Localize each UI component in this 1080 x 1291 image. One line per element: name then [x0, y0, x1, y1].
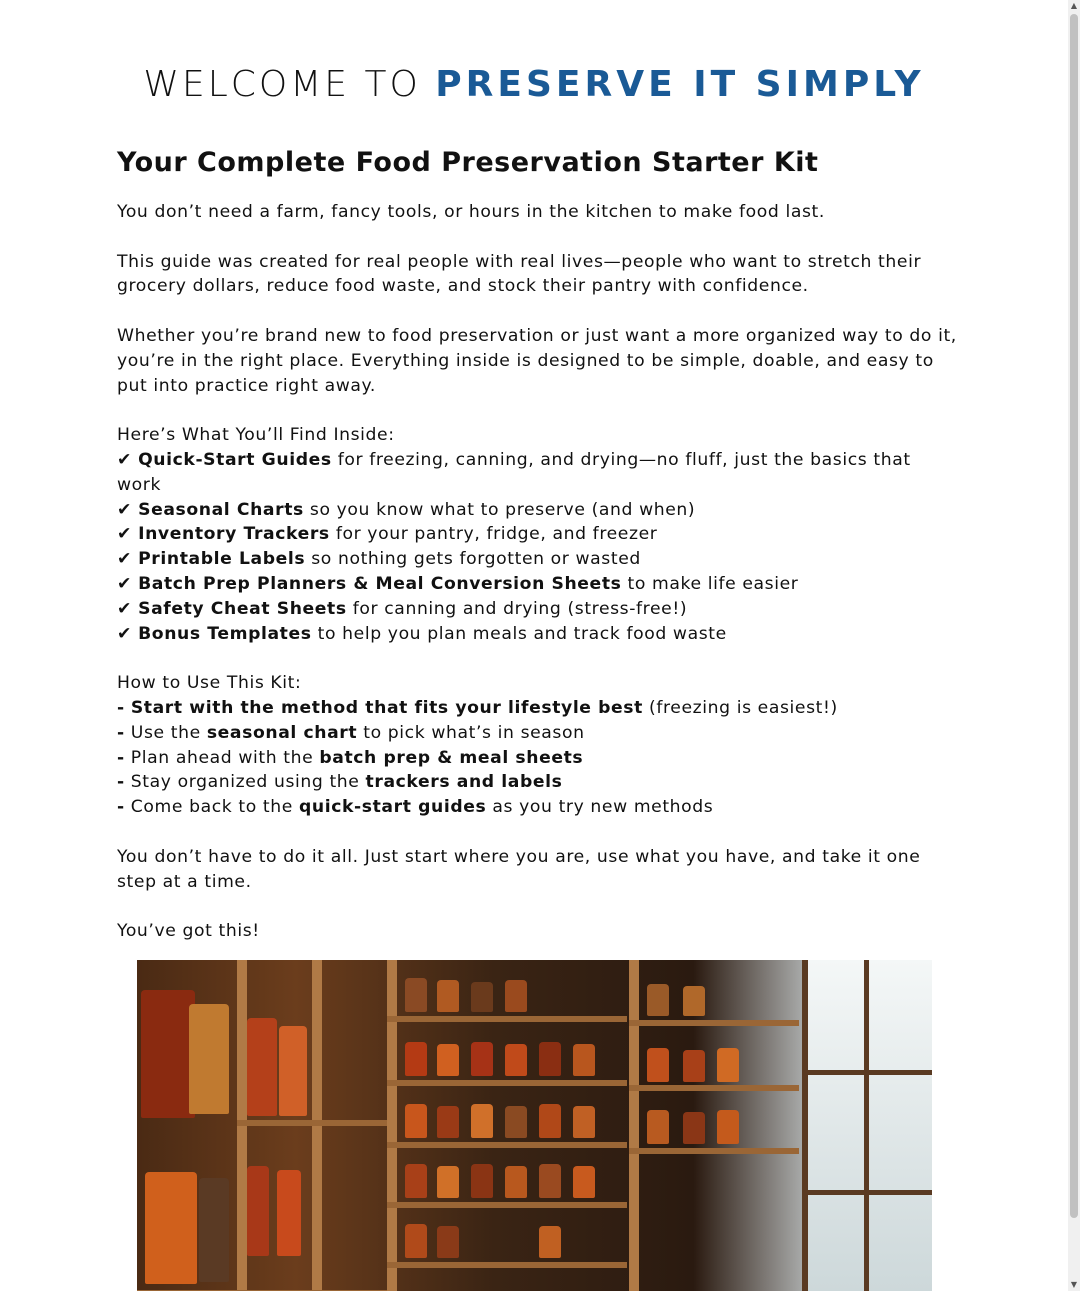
list-item — [117, 721, 957, 746]
check-icon: ✔ — [117, 499, 133, 520]
scrollbar-thumb[interactable] — [1070, 14, 1078, 1218]
item-text: for your pantry, fridge, and freezer — [329, 524, 658, 545]
window-image — [802, 960, 932, 1291]
item-text: to pick what’s in season — [357, 722, 585, 743]
item-text: for canning and drying (stress-free!) — [346, 598, 688, 619]
item-bold: Printable Labels — [138, 549, 306, 570]
how-heading: How to Use This Kit: — [117, 673, 302, 694]
item-bold: Seasonal Charts — [138, 499, 304, 520]
list-item — [117, 597, 957, 622]
closing-paragraph: You don’t have to do it all. Just start where you are, use what you have, and take it one step at a time. — [117, 846, 921, 892]
item-bold: seasonal chart — [206, 722, 358, 743]
list-item — [117, 522, 957, 547]
vertical-scrollbar[interactable] — [1068, 0, 1080, 1291]
check-icon: ✔ — [117, 598, 133, 619]
item-text: Stay organized using the — [124, 772, 366, 793]
scroll-down-icon[interactable]: ▼ — [1070, 1280, 1078, 1289]
dash-icon: - — [117, 772, 125, 793]
item-text: Use the — [124, 722, 207, 743]
main-content — [117, 142, 957, 944]
list-item — [117, 770, 957, 795]
item-bold: Inventory Trackers — [138, 524, 330, 545]
list-item — [117, 572, 957, 597]
check-icon: ✔ — [117, 623, 133, 644]
list-item — [117, 448, 957, 498]
dash-icon: - — [117, 697, 125, 718]
dash-icon: - — [117, 747, 125, 768]
item-bold: trackers and labels — [365, 772, 563, 793]
list-item — [117, 696, 957, 721]
list-item — [117, 746, 957, 771]
item-bold: Safety Cheat Sheets — [138, 598, 347, 619]
welcome-heading — [0, 64, 1068, 105]
intro-paragraph: Whether you’re brand new to food preservation or just want a more organized way to do it, you’re in the right place. Everything inside is designed to be simple, doable, and easy to put into practice right away. — [117, 325, 957, 396]
list-item — [117, 498, 957, 523]
check-icon: ✔ — [117, 449, 133, 470]
item-bold: batch prep & meal sheets — [319, 747, 584, 768]
item-text: so nothing gets forgotten or wasted — [305, 549, 641, 570]
check-icon: ✔ — [117, 549, 133, 570]
welcome-prefix: WELCOME TO — [143, 64, 436, 105]
item-text: to make life easier — [621, 573, 799, 594]
check-icon: ✔ — [117, 573, 133, 594]
page-title: Your Complete Food Preservation Starter Kit — [117, 147, 819, 178]
item-bold: Bonus Templates — [138, 623, 312, 644]
item-bold: Batch Prep Planners & Meal Conversion Sheets — [138, 573, 622, 594]
item-text: (freezing is easiest!) — [642, 697, 838, 718]
list-item — [117, 622, 957, 647]
dash-icon: - — [117, 722, 125, 743]
intro-paragraph: This guide was created for real people with real lives—people who want to stretch their grocery dollars, reduce food waste, and stock their pantry with confidence. — [117, 251, 922, 297]
list-item — [117, 795, 957, 820]
brand-name: PRESERVE IT SIMPLY — [435, 64, 925, 105]
pantry-photo — [137, 960, 932, 1291]
item-text: for freezing, canning, and drying—no fluff, just the basics that work — [117, 449, 911, 495]
item-text: as you try new methods — [486, 797, 714, 818]
item-text: Plan ahead with the — [124, 747, 320, 768]
signoff: You’ve got this! — [117, 921, 260, 942]
intro-paragraph: You don’t need a farm, fancy tools, or hours in the kitchen to make food last. — [117, 202, 825, 222]
item-text: so you know what to preserve (and when) — [303, 499, 696, 520]
inside-heading: Here’s What You’ll Find Inside: — [117, 425, 395, 446]
item-bold: Start with the method that fits your lifestyle best — [130, 697, 643, 718]
scroll-up-icon[interactable]: ▲ — [1070, 1, 1078, 10]
dash-icon: - — [117, 797, 125, 818]
item-bold: quick-start guides — [299, 797, 487, 818]
item-text: Come back to the — [124, 797, 299, 818]
how-list — [117, 696, 957, 820]
check-icon: ✔ — [117, 524, 133, 545]
inside-list — [117, 448, 957, 646]
item-bold: Quick-Start Guides — [138, 449, 332, 470]
list-item — [117, 547, 957, 572]
item-text: to help you plan meals and track food waste — [311, 623, 727, 644]
